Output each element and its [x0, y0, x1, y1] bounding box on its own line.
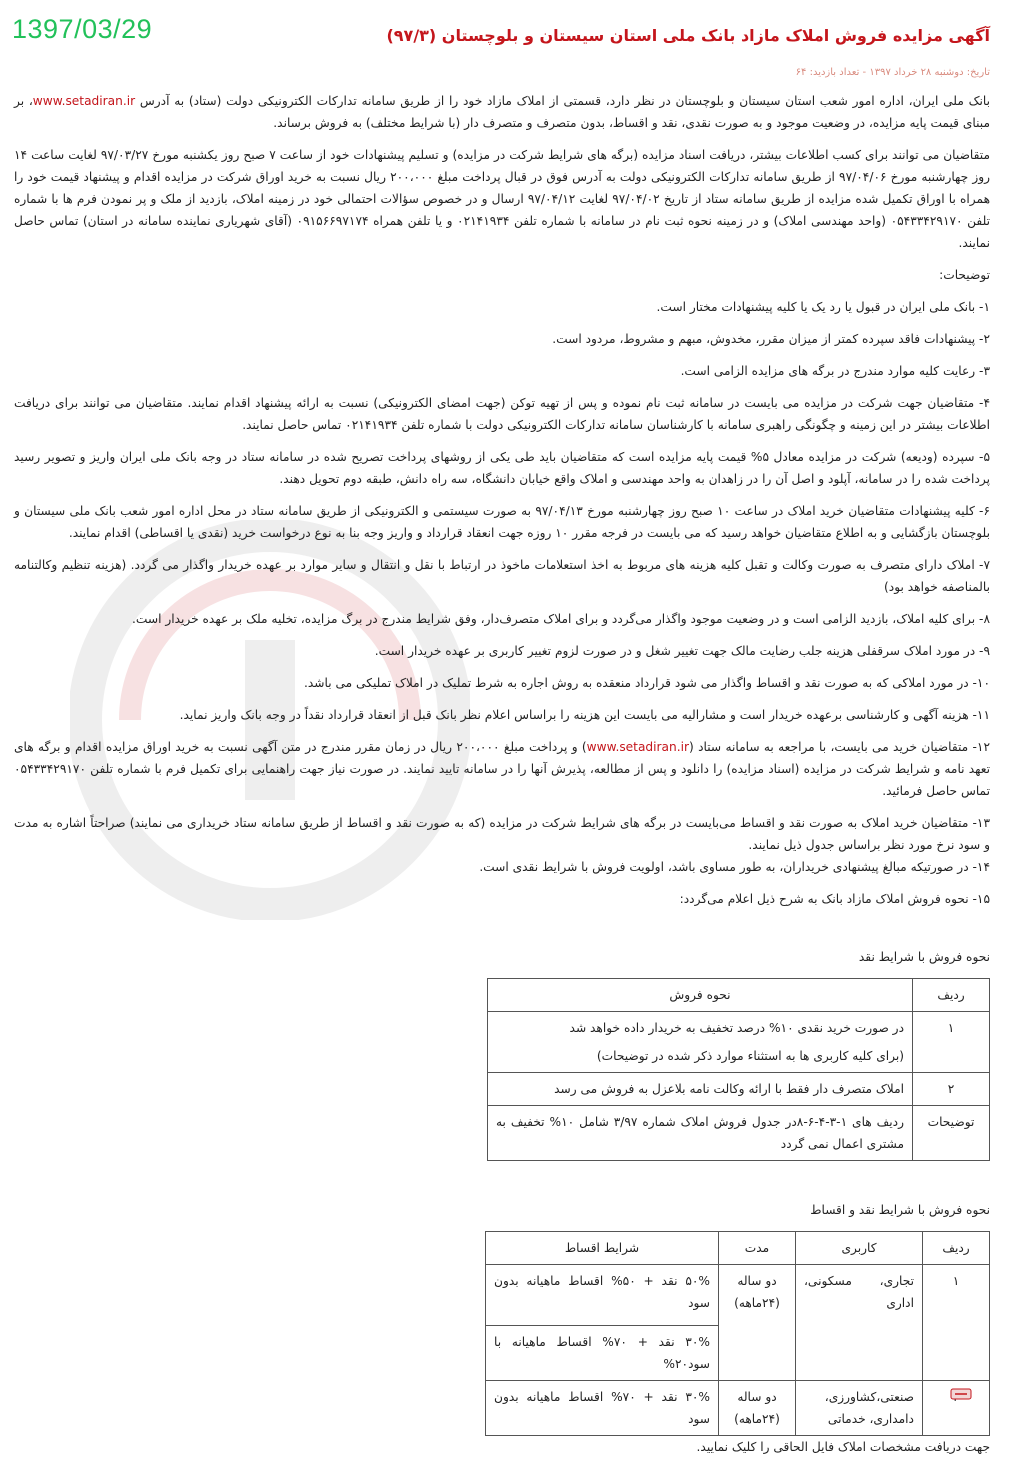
- table-header: ردیف: [923, 1232, 990, 1265]
- date-stamp: 1397/03/29: [12, 14, 153, 44]
- instructions-paragraph: متقاضیان می توانند برای کسب اطلاعات بیشتر، دریافت اسناد مزایده (برگه های شرایط شرکت در مزایده) و تسلیم پیشنهادات خود از ساعت ۷ صبح روز یکشنبه مورخ ۹۷/۰۳/۲۷ لغایت ساعت ۱۴ روز چهارشنبه مورخ ۹۷/۰۴/۰۶ از طریق سامانه تدارکات الکترونیکی دولت به آدرس فوق در قبال پرداخت مبلغ ۲۰۰،۰۰۰ ریال نسبت به خرید اوراق شرکت در مزایده اقدام و پیشنهاد قیمت خود را همراه با اوراق تکمیل شده مزایده از طریق سامانه ستاد از تاریخ ۹۷/۰۴/۰۲ لغایت ۹۷/۰۴/۱۲ ارسال و در خصوص سؤالات احتمالی خود در زمینه املاک، بازدید از ملک و پر نمودن فرم ها با شماره تلفن ۰۵۴۳۳۴۲۹۱۷۰ (واحد مهندسی املاک) و در زمینه نحوه ثبت نام در سامانه با شماره تلفن ۰۲۱۴۱۹۳۴ و یا تلفن همراه ۰۹۱۵۶۶۹۷۱۷۴ (آقای شهریاری نماینده سامانه در استان) تماس حاصل نمایند.: [14, 148, 990, 250]
- attachment-note[interactable]: جهت دریافت مشخصات املاک فایل الحاقی را کلیک نمایید.: [696, 1440, 990, 1454]
- setad-link[interactable]: www.setadiran.ir: [586, 740, 690, 754]
- table-cell: ۲: [913, 1073, 990, 1106]
- note-item: ۳- رعایت کلیه موارد مندرج در برگه های مزایده الزامی است.: [680, 364, 990, 378]
- table-cell: دو ساله (۲۴ماهه): [719, 1381, 796, 1436]
- note-item: ۱۲- متقاضیان خرید می بایست، با مراجعه به سامانه ستاد (www.setadiran.ir) و پرداخت مبلغ ۲۰۰،۰۰۰ ریال در زمان مقرر مندرج در متن آگهی نسبت به خرید اوراق مزایده اقدام و برگه های تعهد نامه و شرایط شرکت در مزایده (اسناد مزایده) را دانلود و پس از مطالعه، پذیرش آنها را در سامانه تایید نمایند. در صورت نیاز جهت راهنمایی برای تکمیل فرم با شماره تلفن ۰۵۴۳۳۴۲۹۱۷۰ تماس حاصل فرمائید.: [14, 740, 990, 798]
- note-item: ۱۵- نحوه فروش املاک مازاد بانک به شرح ذیل اعلام می‌گردد:: [679, 892, 990, 906]
- notes-title: توضیحات:: [939, 268, 990, 282]
- table-cell: صنعتی،کشاورزی، دامداری، خدماتی: [796, 1381, 923, 1436]
- note-item: ۵- سپرده (ودیعه) شرکت در مزایده معادل ۵% قیمت پایه مزایده است که متقاضیان باید طی یکی از روشهای پرداخت تصریح شده در سامانه ستاد در وجه بانک ملی ایران واریز و تصویر رسید پرداخت شده را در سامانه، آپلود و اصل آن را در زاهدان به واحد مهندسی و املاک واقع خیابان دانشگاه، سه راه دانش، طبقه دوم تحویل دهند.: [14, 450, 991, 486]
- table-cell: ۳۰% نقد + ۷۰% اقساط ماهیانه با سود۲۰%: [486, 1326, 719, 1381]
- table-row: [488, 1012, 990, 1073]
- note-item: ۷- املاک دارای متصرف به صورت وکالت و تقبل کلیه هزینه های مربوط به اخذ استعلامات ماخوذ در ارتباط با نقل و انتقال و سایر موارد بر عهده خریدار واگذار می گردد. (هزینه تنظیم وکالتنامه بالمناصفه خواهد بود): [14, 558, 990, 594]
- table-row: [486, 1381, 990, 1436]
- table-header: مدت: [719, 1232, 796, 1265]
- note-item: ۶- کلیه پیشنهادات متقاضیان خرید املاک در ساعت ۱۰ صبح روز چهارشنبه مورخ ۹۷/۰۴/۱۳ به صورت سیستمی و الکترونیکی از طریق سامانه ستاد در محل اداره امور شعب بانک ملی سیستان و بلوچستان بازگشایی و به اطلاع متقاضیان خواهد رسید که می بایست در فرجه مقرر ۱۰ روزه جهت انعقاد قرارداد و واریز وجه بنا به نوع درخواست خرید (نقدی یا اقساطی) اقدام نمایند.: [14, 504, 990, 540]
- note-item: ۲- پیشنهادات فاقد سپرده کمتر از میزان مقرر، مخدوش، مبهم و مشروط، مردود است.: [552, 332, 990, 346]
- table2-title: نحوه فروش با شرایط نقد و اقساط: [810, 1203, 990, 1217]
- table-cell: ردیف های ۱-۳-۴-۶-۸در جدول فروش املاک شماره ۳/۹۷ شامل ۱۰% تخفیف به مشتری اعمال نمی گردد: [488, 1106, 913, 1161]
- table-header-row: [488, 979, 990, 1012]
- attachment-icon[interactable]: [950, 1388, 972, 1400]
- note-item: ۱۰- در مورد املاکی که به صورت نقد و اقساط واگذار می شود قرارداد منعقده به روش اجاره به شرط تملیک در املاک تملیکی می باشد.: [304, 676, 990, 690]
- note-item: ۹- در مورد املاک سرقفلی هزینه جلب رضایت مالک جهت تغییر شغل و در صورت لزوم تغییر کاربری بر عهده خریدار است.: [374, 644, 990, 658]
- setad-link[interactable]: www.setadiran.ir: [32, 94, 136, 108]
- article-body: [14, 90, 990, 1468]
- table1-title: نحوه فروش با شرایط نقد: [858, 950, 990, 964]
- table-header: ردیف: [913, 979, 990, 1012]
- table-cell: ۱: [923, 1265, 990, 1381]
- table-cell: دو ساله (۲۴ماهه): [719, 1265, 796, 1381]
- note-item: ۴- متقاضیان جهت شرکت در مزایده می بایست در سامانه ثبت نام نموده و پس از تهیه توکن (جهت امضای الکترونیکی) نسبت به ارائه پیشنهاد اقدام نمایند. متقاضیان می توانند برای دریافت اطلاعات بیشتر در این زمینه و چگونگی راهبری سامانه با کارشناسان سامانه تدارکات الکترونیکی دولت با شماره تلفن ۰۲۱۴۱۹۳۴ تماس حاصل نمایند.: [14, 396, 990, 432]
- table-cell: توضیحات: [913, 1106, 990, 1161]
- page-title: آگهی مزایده فروش املاک مازاد بانک ملی استان سیستان و بلوچستان (۹۷/۳): [386, 26, 990, 45]
- note-item: ۱۴- در صورتیکه مبالغ پیشنهادی خریداران، به طور مساوی باشد، اولویت فروش با شرایط نقدی است.: [479, 860, 990, 874]
- table-cell: تجاری، مسکونی، اداری: [796, 1265, 923, 1381]
- note-item: ۱- بانک ملی ایران در قبول یا رد یک یا کلیه پیشنهادات مختار است.: [656, 300, 990, 314]
- table-cell: ۵۰% نقد + ۵۰% اقساط ماهیانه بدون سود: [486, 1265, 719, 1326]
- intro-paragraph: بانک ملی ایران، اداره امور شعب استان سیستان و بلوچستان در نظر دارد، قسمتی از املاک مازاد خود را از طریق سامانه تدارکات الکترونیکی دولت (ستاد) به آدرس www.setadiran.ir، بر مبنای قیمت پایه مزایده، در وضعیت موجود و به صورت نقدی، نقد و اقساط، بدون متصرف و متصرف دار (با شرایط مختلف) به فروش برساند.: [14, 94, 990, 130]
- table-cell: ۱: [913, 1012, 990, 1073]
- table-header: کاربری: [796, 1232, 923, 1265]
- table-header-row: [486, 1232, 990, 1265]
- table-header: شرایط اقساط: [486, 1232, 719, 1265]
- table-cell: املاک متصرف دار فقط با ارائه وکالت نامه بلاعزل به فروش می رسد: [488, 1073, 913, 1106]
- table-cell: ۳۰% نقد + ۷۰% اقساط ماهیانه بدون سود: [486, 1381, 719, 1436]
- table-cell: در صورت خرید نقدی ۱۰% درصد تخفیف به خریدار داده خواهد شد (برای کلیه کاربری ها به استثناء موارد ذکر شده در توضیحات): [488, 1012, 913, 1073]
- cash-sale-table: [487, 978, 990, 1161]
- installment-sale-table: [485, 1231, 990, 1436]
- note-item: ۸- برای کلیه املاک، بازدید الزامی است و در وضعیت موجود واگذار می‌گردد و برای املاک متصرف‌دار، وفق شرایط مندرج در برگ مزایده، تخلیه ملک بر عهده خریدار است.: [132, 612, 990, 626]
- table-row: [488, 1073, 990, 1106]
- note-item: ۱۳- متقاضیان خرید املاک به صورت نقد و اقساط می‌بایست در برگه های شرایط شرکت در مزایده (که به صورت نقد و اقساط از طریق سامانه ستاد خریداری می نمایند) صراحتاً اشاره به مدت و سود نرخ مورد نظر براساس جدول ذیل نمایند.: [14, 816, 990, 852]
- table-header: نحوه فروش: [488, 979, 913, 1012]
- table-row: [488, 1106, 990, 1161]
- article-meta: تاریخ: دوشنبه ۲۸ خرداد ۱۳۹۷ - تعداد بازدید: ۶۴: [795, 67, 990, 78]
- table-row: [486, 1265, 990, 1326]
- note-item: ۱۱- هزینه آگهی و کارشناسی برعهده خریدار است و مشارالیه می بایست این هزینه را براساس اعلام نظر بانک قبل از انعقاد قرارداد نقداً در وجه بانک واریز نماید.: [179, 708, 990, 722]
